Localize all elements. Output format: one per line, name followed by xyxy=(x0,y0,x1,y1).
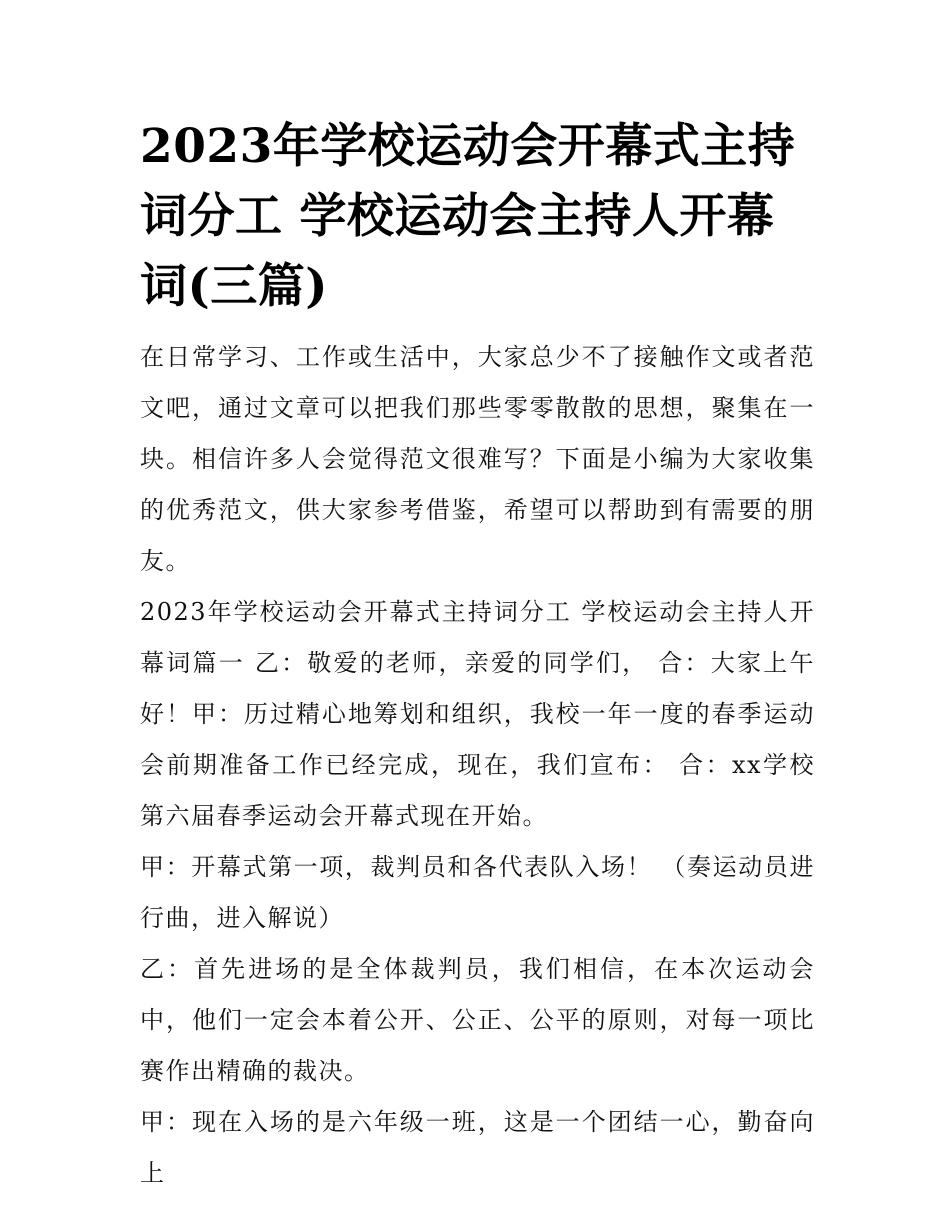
document-body xyxy=(140,332,815,1199)
paragraph-intro: 在日常学习、工作或生活中，大家总少不了接触作文或者范文吧，通过文章可以把我们那些零零散散的思想，聚集在一块。相信许多人会觉得范文很难写？下面是小编为大家收集的优秀范文，供大家参考借鉴，希望可以帮助到有需要的朋友。 xyxy=(140,343,815,575)
paragraph-class-entry: 甲：现在入场的是六年级一班，这是一个团结一心，勤奋向上 xyxy=(140,1108,815,1187)
document-title: 2023年学校运动会开幕式主持词分工 学校运动会主持人开幕词(三篇) xyxy=(140,119,796,314)
paragraph-entrance: 甲：开幕式第一项，裁判员和各代表队入场！ （奏运动员进行曲，进入解说） xyxy=(140,853,815,932)
document-page xyxy=(140,112,815,1199)
paragraph-opening: 2023年学校运动会开幕式主持词分工 学校运动会主持人开幕词篇一 乙：敬爱的老师，亲爱的同学们， 合：大家上午好！甲：历过精心地筹划和组织，我校一年一度的春季运动会前期准备工作已经完成，现在，我们宣布： 合：xx学校第六届春季运动会开幕式现在开始。 xyxy=(140,598,815,830)
paragraph-referees: 乙：首先进场的是全体裁判员，我们相信，在本次运动会中，他们一定会本着公开、公正、公平的原则，对每一项比赛作出精确的裁决。 xyxy=(140,955,815,1085)
